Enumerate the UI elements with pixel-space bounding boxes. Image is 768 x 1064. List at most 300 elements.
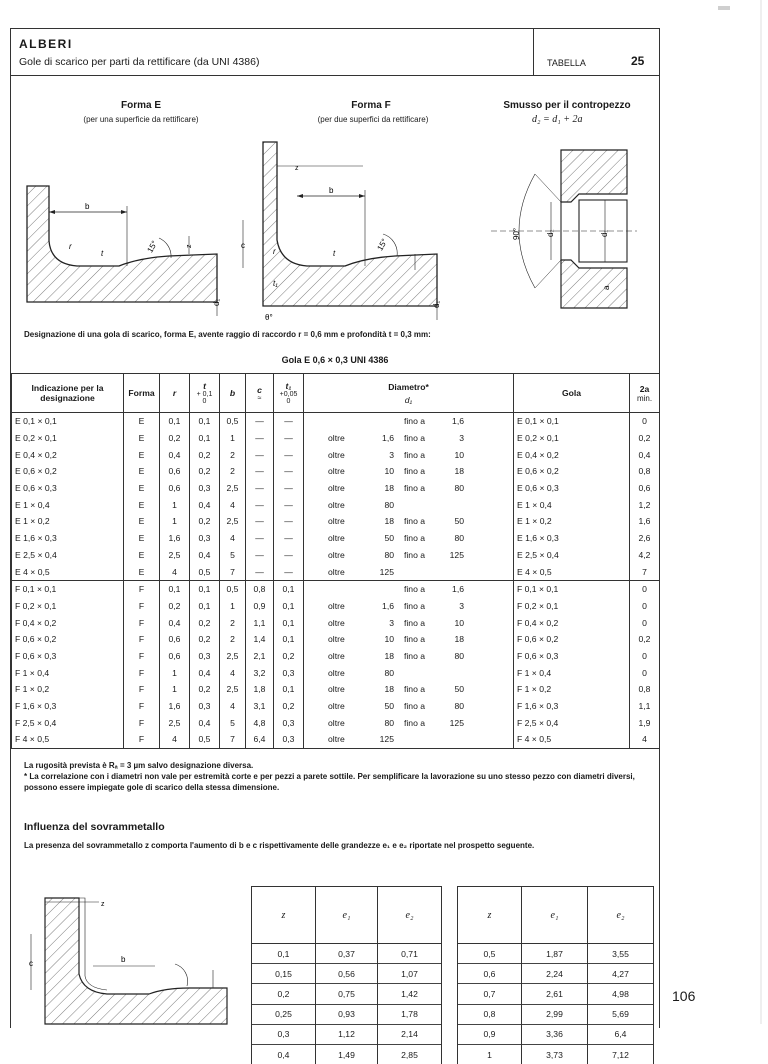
range-fino-label: fino a	[404, 701, 442, 711]
range-oltre-value: 3	[366, 450, 394, 460]
sov2-cell: 7,12	[588, 1044, 654, 1064]
sov2-body	[458, 944, 654, 1064]
range-fino-value: 1,6	[442, 584, 464, 594]
cell-2a: 0,2	[630, 430, 660, 447]
table-row	[12, 664, 660, 681]
sov-c-label: c	[29, 959, 33, 968]
cell-gola: E 0,6 × 0,2	[514, 463, 630, 480]
dim-d1-label-f: d₁	[432, 301, 441, 308]
dim-d1-label: d₁	[212, 299, 221, 306]
cell-forma: E	[124, 530, 160, 547]
range-oltre-value: 125	[366, 567, 394, 577]
sov2-cell: 0,8	[458, 1004, 522, 1024]
cell-forma: F	[124, 614, 160, 631]
cell-t: 0,1	[190, 413, 220, 430]
range-oltre-value: 10	[366, 466, 394, 476]
table-header-row	[12, 374, 660, 413]
dim-t1-label: t₁	[273, 279, 278, 288]
cell-gola: E 0,6 × 0,3	[514, 480, 630, 497]
sov1-row	[252, 1044, 442, 1064]
sov2-cell: 3,55	[588, 944, 654, 964]
cell-t: 0,5	[190, 563, 220, 580]
range-fino-value: 3	[442, 601, 464, 611]
range-oltre-value: 125	[366, 734, 394, 744]
page-sheet	[10, 28, 660, 1028]
cell-diametro	[304, 563, 514, 580]
table-row	[12, 598, 660, 615]
cell-b: 5	[220, 547, 246, 564]
cell-designation: E 0,1 × 0,1	[12, 413, 124, 430]
cell-r: 0,1	[160, 580, 190, 597]
cell-2a: 0	[630, 648, 660, 665]
cell-r: 0,2	[160, 430, 190, 447]
range-oltre-value: 18	[366, 516, 394, 526]
cell-designation: F 1 × 0,4	[12, 664, 124, 681]
cell-b: 4	[220, 664, 246, 681]
cell-r: 0,4	[160, 614, 190, 631]
range-oltre-label: oltre	[328, 701, 366, 711]
cell-diametro	[304, 513, 514, 530]
range-oltre-label: oltre	[328, 684, 366, 694]
cell-gola: F 0,1 × 0,1	[514, 580, 630, 597]
cell-t: 0,4	[190, 547, 220, 564]
angle-theta-label: θ°	[265, 313, 273, 322]
cell-2a: 0,2	[630, 631, 660, 648]
sov1-col-z: z	[252, 887, 316, 944]
cell-gola: F 0,6 × 0,2	[514, 631, 630, 648]
cell-b: 0,5	[220, 413, 246, 430]
sov1-cell: 1,12	[316, 1024, 378, 1044]
cell-gola: F 1 × 0,2	[514, 681, 630, 698]
cell-b: 1	[220, 598, 246, 615]
dim-b-label-f: b	[329, 186, 334, 195]
col-r: r	[160, 374, 190, 413]
cell-designation: F 0,1 × 0,1	[12, 580, 124, 597]
sov2-cell: 0,5	[458, 944, 522, 964]
cell-t: 0,2	[190, 513, 220, 530]
page-title: ALBERI	[19, 37, 259, 51]
col-t-tol-bottom: 0	[190, 398, 219, 405]
cell-b: 2	[220, 446, 246, 463]
range-oltre-label: oltre	[328, 634, 366, 644]
cell-forma: F	[124, 580, 160, 597]
cell-2a: 0	[630, 598, 660, 615]
sov2-row	[458, 1044, 654, 1064]
sov2-cell: 3,73	[522, 1044, 588, 1064]
cell-gola: E 1 × 0,4	[514, 496, 630, 513]
cell-2a: 1,1	[630, 698, 660, 715]
cell-t1: —	[274, 463, 304, 480]
col-diametro-sub: d₁	[304, 395, 513, 405]
table-row	[12, 446, 660, 463]
range-fino-value: 18	[442, 634, 464, 644]
angle-15-label-f: 15°	[375, 237, 389, 252]
sov2-cell: 6,4	[588, 1024, 654, 1044]
cell-t1: 0,3	[274, 731, 304, 748]
cell-diametro	[304, 547, 514, 564]
header-divider	[533, 29, 534, 75]
sov2-row	[458, 1004, 654, 1024]
range-oltre-label: oltre	[328, 500, 366, 510]
dim-z-label: z	[186, 244, 193, 248]
sovrammetallo-table-1	[251, 886, 442, 1064]
cell-gola: E 2,5 × 0,4	[514, 547, 630, 564]
cell-r: 1	[160, 664, 190, 681]
dim-t-label-f: t	[333, 249, 336, 258]
cell-forma: E	[124, 430, 160, 447]
cell-diametro	[304, 463, 514, 480]
sov1-row	[252, 944, 442, 964]
dim-a-label: a	[602, 285, 611, 290]
sov1-cell: 0,1	[252, 944, 316, 964]
cell-c: 0,9	[246, 598, 274, 615]
sov2-col-e1: e₁	[522, 887, 588, 944]
cell-designation: E 4 × 0,5	[12, 563, 124, 580]
cell-diametro	[304, 496, 514, 513]
cell-t1: —	[274, 430, 304, 447]
range-fino-label: fino a	[404, 483, 442, 493]
sov1-cell: 0,93	[316, 1004, 378, 1024]
cell-r: 0,1	[160, 413, 190, 430]
cell-r: 1	[160, 681, 190, 698]
col-designation: Indicazione per la designazione	[12, 374, 124, 413]
cell-forma: F	[124, 731, 160, 748]
cell-t1: —	[274, 513, 304, 530]
sov1-cell: 0,15	[252, 964, 316, 984]
table-row	[12, 530, 660, 547]
range-oltre-label: oltre	[328, 483, 366, 493]
range-oltre-label: oltre	[328, 651, 366, 661]
sov2-cell: 2,61	[522, 984, 588, 1004]
range-oltre-label: oltre	[328, 618, 366, 628]
cell-c: 2,1	[246, 648, 274, 665]
cell-2a: 0	[630, 664, 660, 681]
cell-t: 0,2	[190, 631, 220, 648]
cell-r: 0,4	[160, 446, 190, 463]
cell-designation: F 0,4 × 0,2	[12, 614, 124, 631]
cell-forma: E	[124, 496, 160, 513]
scan-edge	[760, 0, 762, 1024]
cell-c: 0,8	[246, 580, 274, 597]
range-fino-label: fino a	[404, 634, 442, 644]
cell-t: 0,1	[190, 430, 220, 447]
cell-diametro	[304, 664, 514, 681]
sov-z-label: z	[101, 901, 105, 908]
cell-designation: E 1,6 × 0,3	[12, 530, 124, 547]
cell-t: 0,2	[190, 681, 220, 698]
cell-diametro	[304, 413, 514, 430]
range-oltre-value: 18	[366, 684, 394, 694]
cell-b: 5	[220, 714, 246, 731]
cell-2a: 4	[630, 731, 660, 748]
table-row	[12, 480, 660, 497]
sov2-cell: 2,24	[522, 964, 588, 984]
cell-t1: 0,3	[274, 664, 304, 681]
sov1-row	[252, 984, 442, 1004]
cell-r: 0,2	[160, 598, 190, 615]
table-row	[12, 513, 660, 530]
cell-2a: 0	[630, 614, 660, 631]
dim-c-label: c	[241, 241, 245, 250]
cell-b: 2	[220, 463, 246, 480]
cell-forma: E	[124, 463, 160, 480]
cell-t1: —	[274, 547, 304, 564]
range-oltre-label: oltre	[328, 718, 366, 728]
cell-designation: F 1,6 × 0,3	[12, 698, 124, 715]
table-row	[12, 714, 660, 731]
cell-forma: E	[124, 563, 160, 580]
cell-c: —	[246, 563, 274, 580]
cell-diametro	[304, 446, 514, 463]
col-c-label: c	[257, 385, 262, 395]
cell-t1: 0,1	[274, 580, 304, 597]
range-oltre-value: 1,6	[366, 433, 394, 443]
range-fino-label: fino a	[404, 718, 442, 728]
col-gola: Gola	[514, 374, 630, 413]
sov2-cell: 4,98	[588, 984, 654, 1004]
range-fino-label: fino a	[404, 450, 442, 460]
dim-r-label-f: r	[273, 247, 276, 256]
table-row	[12, 731, 660, 748]
sov1-cell: 1,49	[316, 1044, 378, 1064]
cell-forma: F	[124, 631, 160, 648]
cell-diametro	[304, 580, 514, 597]
correlation-note: * La correlazione con i diametri non vale per estremità corte e per pezzi a parete sottile. Per semplificare la lavorazione su uno stesso pezzo con diametri diversi, possono essere impiegate gole di scarico della stessa dimensione.	[24, 771, 654, 793]
range-fino-value: 10	[442, 618, 464, 628]
cell-b: 2,5	[220, 513, 246, 530]
cell-gola: E 0,1 × 0,1	[514, 413, 630, 430]
cell-c: 3,2	[246, 664, 274, 681]
table-row	[12, 614, 660, 631]
col-t1-label: t₁	[286, 381, 292, 391]
sov2-header-row	[458, 887, 654, 944]
cell-b: 0,5	[220, 580, 246, 597]
cell-2a: 0,8	[630, 463, 660, 480]
cell-c: 1,4	[246, 631, 274, 648]
cell-forma: F	[124, 681, 160, 698]
range-oltre-value: 3	[366, 618, 394, 628]
cell-t: 0,1	[190, 580, 220, 597]
cell-forma: F	[124, 648, 160, 665]
range-fino-label: fino a	[404, 651, 442, 661]
cell-designation: F 2,5 × 0,4	[12, 714, 124, 731]
range-fino-label: fino a	[404, 601, 442, 611]
cell-t: 0,4	[190, 714, 220, 731]
sov2-cell: 3,36	[522, 1024, 588, 1044]
cell-t: 0,3	[190, 530, 220, 547]
sov2-row	[458, 964, 654, 984]
cell-diametro	[304, 681, 514, 698]
cell-t: 0,4	[190, 664, 220, 681]
cell-designation: F 0,2 × 0,1	[12, 598, 124, 615]
designation-example: Gola E 0,6 × 0,3 UNI 4386	[11, 355, 659, 365]
cell-c: —	[246, 463, 274, 480]
sov1-body	[252, 944, 442, 1064]
cell-designation: F 4 × 0,5	[12, 731, 124, 748]
cell-r: 4	[160, 731, 190, 748]
cell-t: 0,3	[190, 648, 220, 665]
forma-f-drawing	[225, 136, 465, 326]
range-oltre-label: oltre	[328, 550, 366, 560]
col-t-label: t	[203, 381, 206, 391]
smusso-title: Smusso per il contropezzo	[477, 100, 657, 111]
range-oltre-value: 50	[366, 701, 394, 711]
range-fino-value: 80	[442, 651, 464, 661]
table-number: 25	[631, 54, 644, 68]
cell-designation: E 0,2 × 0,1	[12, 430, 124, 447]
cell-b: 2	[220, 631, 246, 648]
cell-gola: F 0,4 × 0,2	[514, 614, 630, 631]
cell-t: 0,2	[190, 446, 220, 463]
table-row	[12, 681, 660, 698]
range-fino-label: fino a	[404, 433, 442, 443]
cell-t: 0,3	[190, 480, 220, 497]
range-fino-label: fino a	[404, 416, 442, 426]
cell-gola: E 1,6 × 0,3	[514, 530, 630, 547]
cell-t1: 0,1	[274, 614, 304, 631]
cell-t1: 0,2	[274, 698, 304, 715]
cell-r: 0,6	[160, 463, 190, 480]
cell-gola: F 0,6 × 0,3	[514, 648, 630, 665]
table-label: TABELLA	[547, 58, 586, 68]
roughness-note: La rugosità prevista è Rₐ = 3 µm salvo designazione diversa.	[24, 760, 654, 771]
cell-forma: F	[124, 698, 160, 715]
col-2a-label: 2a	[640, 384, 650, 394]
forma-e-subtitle: (per una superficie da rettificare)	[41, 115, 241, 124]
range-oltre-label: oltre	[328, 450, 366, 460]
cell-t: 0,5	[190, 731, 220, 748]
dim-r-label: r	[69, 242, 72, 251]
cell-t1: 0,1	[274, 681, 304, 698]
table-row	[12, 463, 660, 480]
cell-b: 4	[220, 698, 246, 715]
cell-designation: E 0,4 × 0,2	[12, 446, 124, 463]
cell-c: —	[246, 547, 274, 564]
sovrammetallo-drawing	[15, 890, 235, 1028]
cell-2a: 2,6	[630, 530, 660, 547]
sov2-cell: 5,69	[588, 1004, 654, 1024]
cell-r: 4	[160, 563, 190, 580]
table-row	[12, 698, 660, 715]
cell-gola: E 0,4 × 0,2	[514, 446, 630, 463]
page-subtitle: Gole di scarico per parti da rettificare (da UNI 4386)	[19, 56, 259, 68]
range-oltre-label: oltre	[328, 516, 366, 526]
cell-c: —	[246, 413, 274, 430]
col-c	[246, 374, 274, 413]
cell-t: 0,1	[190, 598, 220, 615]
range-fino-value: 50	[442, 684, 464, 694]
sov2-col-e2: e₂	[588, 887, 654, 944]
range-oltre-value: 80	[366, 668, 394, 678]
cell-r: 0,6	[160, 480, 190, 497]
dim-z-label-f: z	[295, 165, 299, 172]
range-fino-label: fino a	[404, 466, 442, 476]
range-oltre-value: 10	[366, 634, 394, 644]
cell-diametro	[304, 614, 514, 631]
page-number: 106	[672, 988, 695, 1004]
cell-r: 1,6	[160, 698, 190, 715]
range-fino-value: 80	[442, 483, 464, 493]
table-row	[12, 413, 660, 430]
range-fino-label: fino a	[404, 550, 442, 560]
range-oltre-label: oltre	[328, 668, 366, 678]
sovrammetallo-table-2	[457, 886, 654, 1064]
cell-t: 0,2	[190, 463, 220, 480]
cell-b: 2,5	[220, 681, 246, 698]
dim-t-label: t	[101, 249, 104, 258]
sov2-cell: 0,7	[458, 984, 522, 1004]
dim-b-label: b	[85, 202, 90, 211]
cell-2a: 1,6	[630, 513, 660, 530]
cell-c: 1,1	[246, 614, 274, 631]
cell-t1: —	[274, 480, 304, 497]
col-b: b	[220, 374, 246, 413]
col-diametro-label: Diametro*	[388, 382, 429, 392]
cell-gola: E 0,2 × 0,1	[514, 430, 630, 447]
cell-t1: 0,2	[274, 648, 304, 665]
cell-t1: 0,1	[274, 598, 304, 615]
sov1-cell: 1,78	[378, 1004, 442, 1024]
cell-t1: 0,1	[274, 631, 304, 648]
range-oltre-label: oltre	[328, 533, 366, 543]
sov1-cell: 0,2	[252, 984, 316, 1004]
range-fino-value: 18	[442, 466, 464, 476]
range-fino-value: 3	[442, 433, 464, 443]
col-2a	[630, 374, 660, 413]
sov2-row	[458, 1024, 654, 1044]
table-row	[12, 430, 660, 447]
range-fino-value: 125	[442, 550, 464, 560]
table-row	[12, 631, 660, 648]
cell-t1: —	[274, 530, 304, 547]
cell-gola: E 4 × 0,5	[514, 563, 630, 580]
sov1-cell: 2,14	[378, 1024, 442, 1044]
range-oltre-value: 80	[366, 550, 394, 560]
cell-designation: F 0,6 × 0,3	[12, 648, 124, 665]
sov1-cell: 0,4	[252, 1044, 316, 1064]
sov1-row	[252, 964, 442, 984]
sov2-cell: 1	[458, 1044, 522, 1064]
range-fino-value: 50	[442, 516, 464, 526]
cell-r: 0,6	[160, 648, 190, 665]
cell-diametro	[304, 430, 514, 447]
cell-t: 0,3	[190, 698, 220, 715]
cell-t: 0,4	[190, 496, 220, 513]
sov1-col-e2: e₂	[378, 887, 442, 944]
cell-r: 1	[160, 496, 190, 513]
cell-2a: 0,6	[630, 480, 660, 497]
cell-t: 0,2	[190, 614, 220, 631]
cell-b: 2	[220, 614, 246, 631]
range-fino-value: 125	[442, 718, 464, 728]
cell-gola: F 1,6 × 0,3	[514, 698, 630, 715]
main-table	[11, 373, 660, 749]
col-forma: Forma	[124, 374, 160, 413]
forma-e-title: Forma E	[71, 100, 211, 111]
sov2-cell: 0,6	[458, 964, 522, 984]
cell-b: 2,5	[220, 480, 246, 497]
cell-forma: E	[124, 446, 160, 463]
cell-diametro	[304, 698, 514, 715]
table-row	[12, 547, 660, 564]
cell-designation: E 0,6 × 0,2	[12, 463, 124, 480]
cell-gola: F 2,5 × 0,4	[514, 714, 630, 731]
cell-forma: F	[124, 664, 160, 681]
sovrammetallo-text: La presenza del sovrammetallo z comporta l'aumento di b e c rispettivamente delle grandezze e₁ e e₂ riportate nel prospetto seguente.	[24, 840, 654, 851]
forma-e-drawing	[19, 146, 229, 318]
smusso-drawing	[477, 144, 647, 316]
col-t1	[274, 374, 304, 413]
